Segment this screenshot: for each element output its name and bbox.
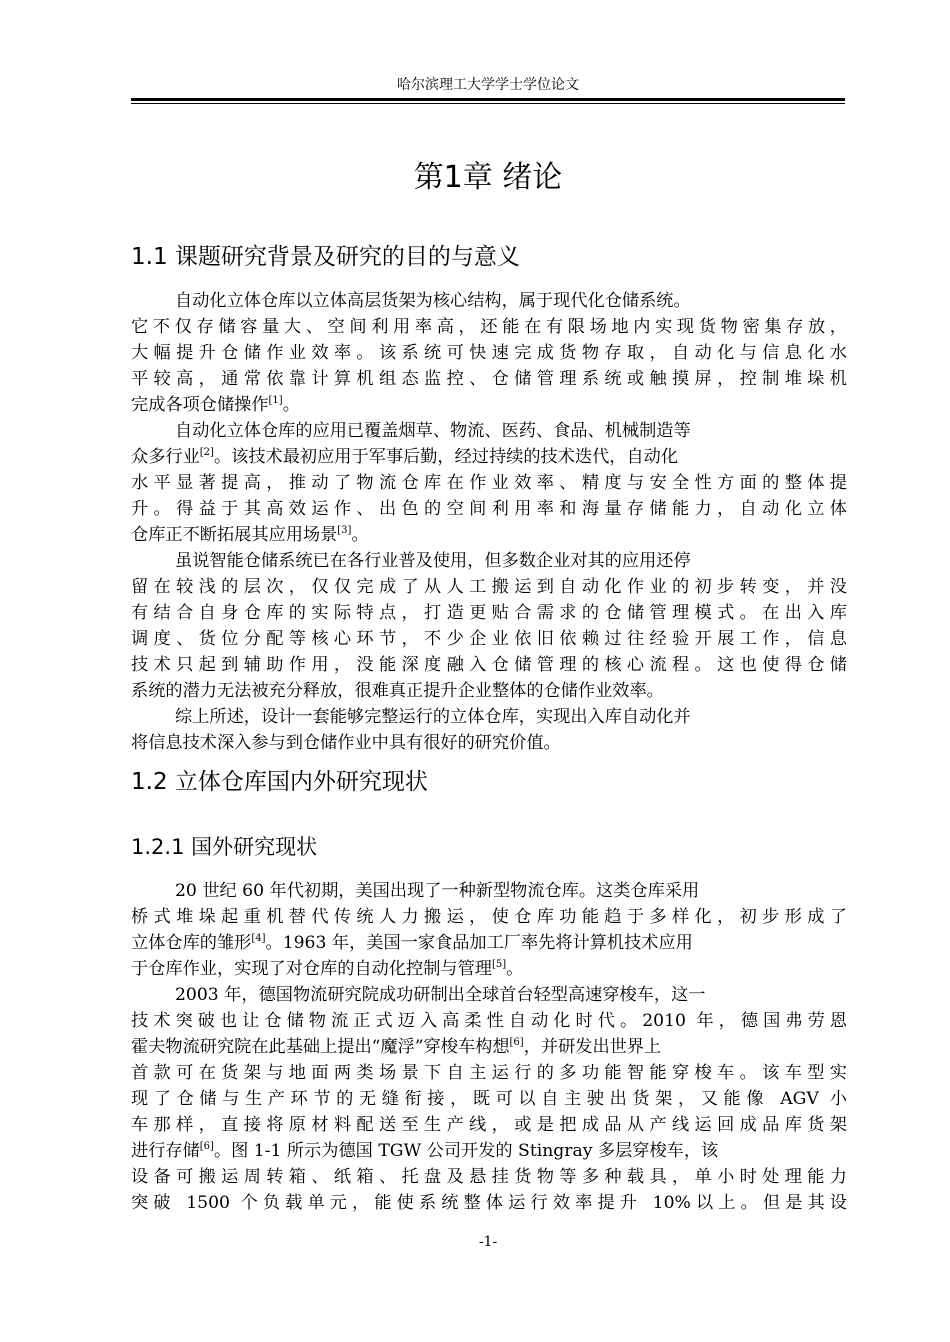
text-line: 完成各项仓储操作[1]。: [131, 395, 300, 415]
text-line: 虽说智能仓储系统已在各行业普及使用，但多数企业对其的应用还停: [175, 551, 691, 571]
text-line: 桥式堆垛起重机替代传统人力搬运，使仓库功能趋于多样化，初步形成了: [131, 907, 847, 927]
text-line: 升。得益于其高效运作、出色的空间利用率和海量存储能力，自动化立体: [131, 499, 847, 519]
text-line: 20 世纪 60 年代初期，美国出现了一种新型物流仓库。这类仓库采用: [175, 881, 700, 901]
text-line: 自动化立体仓库的应用已覆盖烟草、物流、医药、食品、机械制造等: [175, 421, 691, 441]
citation: [1]: [268, 395, 283, 406]
section-heading-1-2-1: 1.2.1 国外研究现状: [131, 835, 318, 859]
text-line: 将信息技术深入参与到仓储作业中具有很好的研究价值。: [131, 733, 561, 753]
citation: [2]: [199, 447, 214, 458]
text-line: 技术只起到辅助作用，没能深度融入仓储管理的核心流程。这也使得仓储: [131, 655, 847, 675]
text-line: 仓库正不断拓展其应用场景[3]。: [131, 525, 369, 545]
text-line: 水平显著提高，推动了物流仓库在作业效率、精度与安全性方面的整体提: [131, 473, 847, 493]
header-rule: [131, 98, 845, 101]
citation: [3]: [337, 525, 352, 536]
text-line: 于仓库作业，实现了对仓库的自动化控制与管理[5]。: [131, 959, 524, 979]
section-heading-1-1: 1.1 课题研究背景及研究的目的与意义: [131, 244, 520, 270]
citation: [5]: [491, 959, 507, 970]
text-line: 霍夫物流研究院在此基础上提出“魔浮”穿梭车构想[6]，并研发出世界上: [131, 1037, 662, 1057]
text-line: 首款可在货架与地面两类场景下自主运行的多功能智能穿梭车。该车型实: [131, 1063, 847, 1083]
text-line: 突破 1500 个负载单元，能使系统整体运行效率提升 10%以上。但是其设: [131, 1193, 847, 1213]
text-line: 众多行业[2]。该技术最初应用于军事后勤，经过持续的技术迭代，自动化: [131, 447, 679, 467]
running-header: 哈尔滨理工大学学士学位论文: [397, 77, 579, 93]
section-heading-1-2: 1.2 立体仓库国内外研究现状: [131, 769, 428, 795]
text-line: 2003 年，德国物流研究院成功研制出全球首台轻型高速穿梭车，这一: [175, 985, 706, 1005]
text-line: 它不仅存储容量大、空间利用率高，还能在有限场地内实现货物密集存放，: [131, 317, 847, 337]
header-rule-thin: [131, 103, 845, 104]
citation: [6]: [199, 1141, 214, 1152]
text-line: 大幅提升仓储作业效率。该系统可快速完成货物存取，自动化与信息化水: [131, 343, 847, 363]
citation: [6]: [509, 1037, 524, 1048]
text-line: 系统的潜力无法被充分释放，很难真正提升企业整体的仓储作业效率。: [131, 681, 664, 701]
text-line: 留在较浅的层次，仅仅完成了从人工搬运到自动化作业的初步转变，并没: [131, 577, 847, 597]
text-line: 技术突破也让仓储物流正式迈入高柔性自动化时代。2010 年，德国弗劳恩: [131, 1011, 847, 1031]
section-1-2-1-body: [131, 878, 847, 1216]
text-line: 调度、货位分配等核心环节，不少企业依旧依赖过往经验开展工作，信息: [131, 629, 847, 649]
text-line: 立体仓库的雏形[4]。1963 年，美国一家食品加工厂率先将计算机技术应用: [131, 933, 693, 953]
text-line: 现了仓储与生产环节的无缝衔接，既可以自主驶出货架，又能像 AGV 小: [131, 1089, 847, 1109]
citation: [4]: [251, 933, 266, 944]
chapter-title: 第1章 绪论: [413, 160, 563, 195]
section-1-1-body: [131, 288, 847, 756]
text-line: 车那样，直接将原材料配送至生产线，或是把成品从产线运回成品库货架: [131, 1115, 847, 1135]
text-line: 设备可搬运周转箱、纸箱、托盘及悬挂货物等多种载具，单小时处理能力: [131, 1167, 847, 1187]
text-line: 进行存储[6]。图 1-1 所示为德国 TGW 公司开发的 Stingray 多层穿梭车，该: [131, 1141, 719, 1161]
text-line: 综上所述，设计一套能够完整运行的立体仓库，实现出入库自动化并: [175, 707, 691, 727]
text-line: 平较高，通常依靠计算机组态监控、仓储管理系统或触摸屏，控制堆垛机: [131, 369, 847, 389]
page-number: -1-: [478, 1234, 498, 1250]
text-line: 自动化立体仓库以立体高层货架为核心结构，属于现代化仓储系统。: [175, 291, 691, 311]
text-line: 有结合自身仓库的实际特点，打造更贴合需求的仓储管理模式。在出入库: [131, 603, 847, 623]
